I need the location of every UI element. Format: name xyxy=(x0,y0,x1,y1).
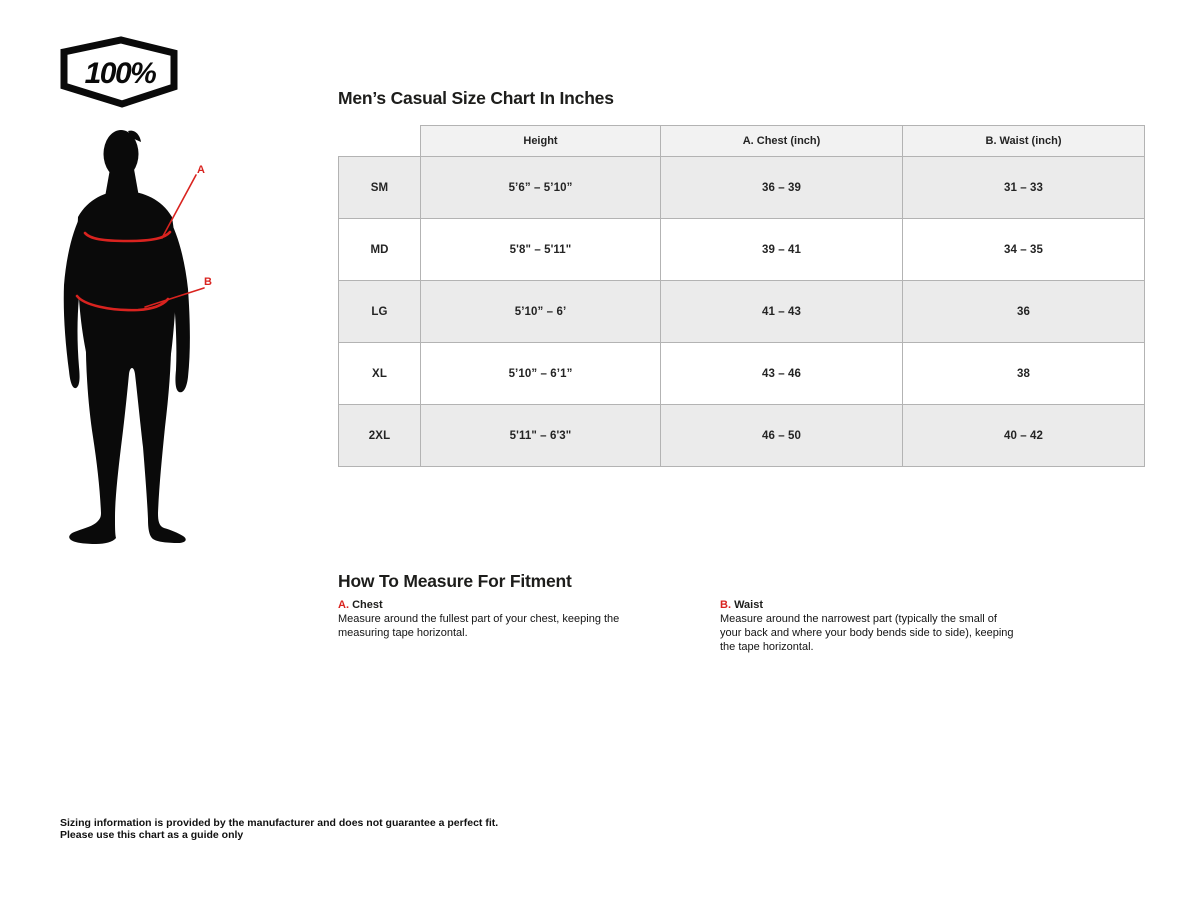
column-header-waist: B. Waist (inch) xyxy=(903,126,1145,157)
chest-leader-line xyxy=(162,175,196,238)
measure-name-waist: Waist xyxy=(734,599,763,611)
table-row-md xyxy=(339,219,1145,281)
height-cell: 5’10” – 6’1” xyxy=(421,343,661,405)
measure-name-chest: Chest xyxy=(352,599,383,611)
size-chart-title: Men’s Casual Size Chart In Inches xyxy=(338,88,614,108)
waist-cell: 34 – 35 xyxy=(903,219,1145,281)
measure-item-waist xyxy=(720,598,1018,654)
size-cell: SM xyxy=(339,157,421,219)
disclaimer-line-2: Please use this chart as a guide only xyxy=(60,829,244,841)
column-header-chest: A. Chest (inch) xyxy=(661,126,903,157)
chest-cell: 41 – 43 xyxy=(661,281,903,343)
chest-cell: 43 – 46 xyxy=(661,343,903,405)
size-cell: LG xyxy=(339,281,421,343)
waist-cell: 31 – 33 xyxy=(903,157,1145,219)
measure-description-waist: Measure around the narrowest part (typically the small of your back and where your body bends side to side), keeping the tape horizontal. xyxy=(720,613,1014,653)
footer-disclaimer xyxy=(60,817,498,841)
column-header-blank xyxy=(339,126,421,157)
logo-hexagon-icon xyxy=(58,36,181,108)
measure-key-b: B. xyxy=(720,599,731,611)
waist-cell: 38 xyxy=(903,343,1145,405)
waist-cell: 36 xyxy=(903,281,1145,343)
measure-item-heading xyxy=(720,598,1018,612)
measure-key-a: A. xyxy=(338,599,349,611)
table-header-row xyxy=(339,126,1145,157)
height-cell: 5’6” – 5’10” xyxy=(421,157,661,219)
disclaimer-line-1: Sizing information is provided by the manufacturer and does not guarantee a perfect fit. xyxy=(60,817,499,829)
chest-cell: 36 – 39 xyxy=(661,157,903,219)
column-header-height: Height xyxy=(421,126,661,157)
table-row-lg xyxy=(339,281,1145,343)
waist-cell: 40 – 42 xyxy=(903,405,1145,467)
table-row-2xl xyxy=(339,405,1145,467)
measure-description-chest: Measure around the fullest part of your chest, keeping the measuring tape horizontal. xyxy=(338,613,620,639)
male-silhouette-figure xyxy=(58,127,213,547)
size-cell: 2XL xyxy=(339,405,421,467)
measure-item-chest xyxy=(338,598,636,640)
height-cell: 5'11" – 6'3" xyxy=(421,405,661,467)
logo-text: 100% xyxy=(84,57,156,90)
size-cell: MD xyxy=(339,219,421,281)
how-to-measure-title: How To Measure For Fitment xyxy=(338,571,572,591)
chest-label-a: A xyxy=(197,164,205,176)
measure-item-heading xyxy=(338,598,636,612)
table-row-sm xyxy=(339,157,1145,219)
size-chart-table xyxy=(338,125,1145,467)
waist-label-b: B xyxy=(204,276,212,288)
table-row-xl xyxy=(339,343,1145,405)
height-cell: 5’10” – 6’ xyxy=(421,281,661,343)
brand-logo xyxy=(58,36,181,113)
silhouette-icon xyxy=(64,130,190,544)
height-cell: 5'8" – 5'11" xyxy=(421,219,661,281)
chest-cell: 39 – 41 xyxy=(661,219,903,281)
size-cell: XL xyxy=(339,343,421,405)
chest-cell: 46 – 50 xyxy=(661,405,903,467)
